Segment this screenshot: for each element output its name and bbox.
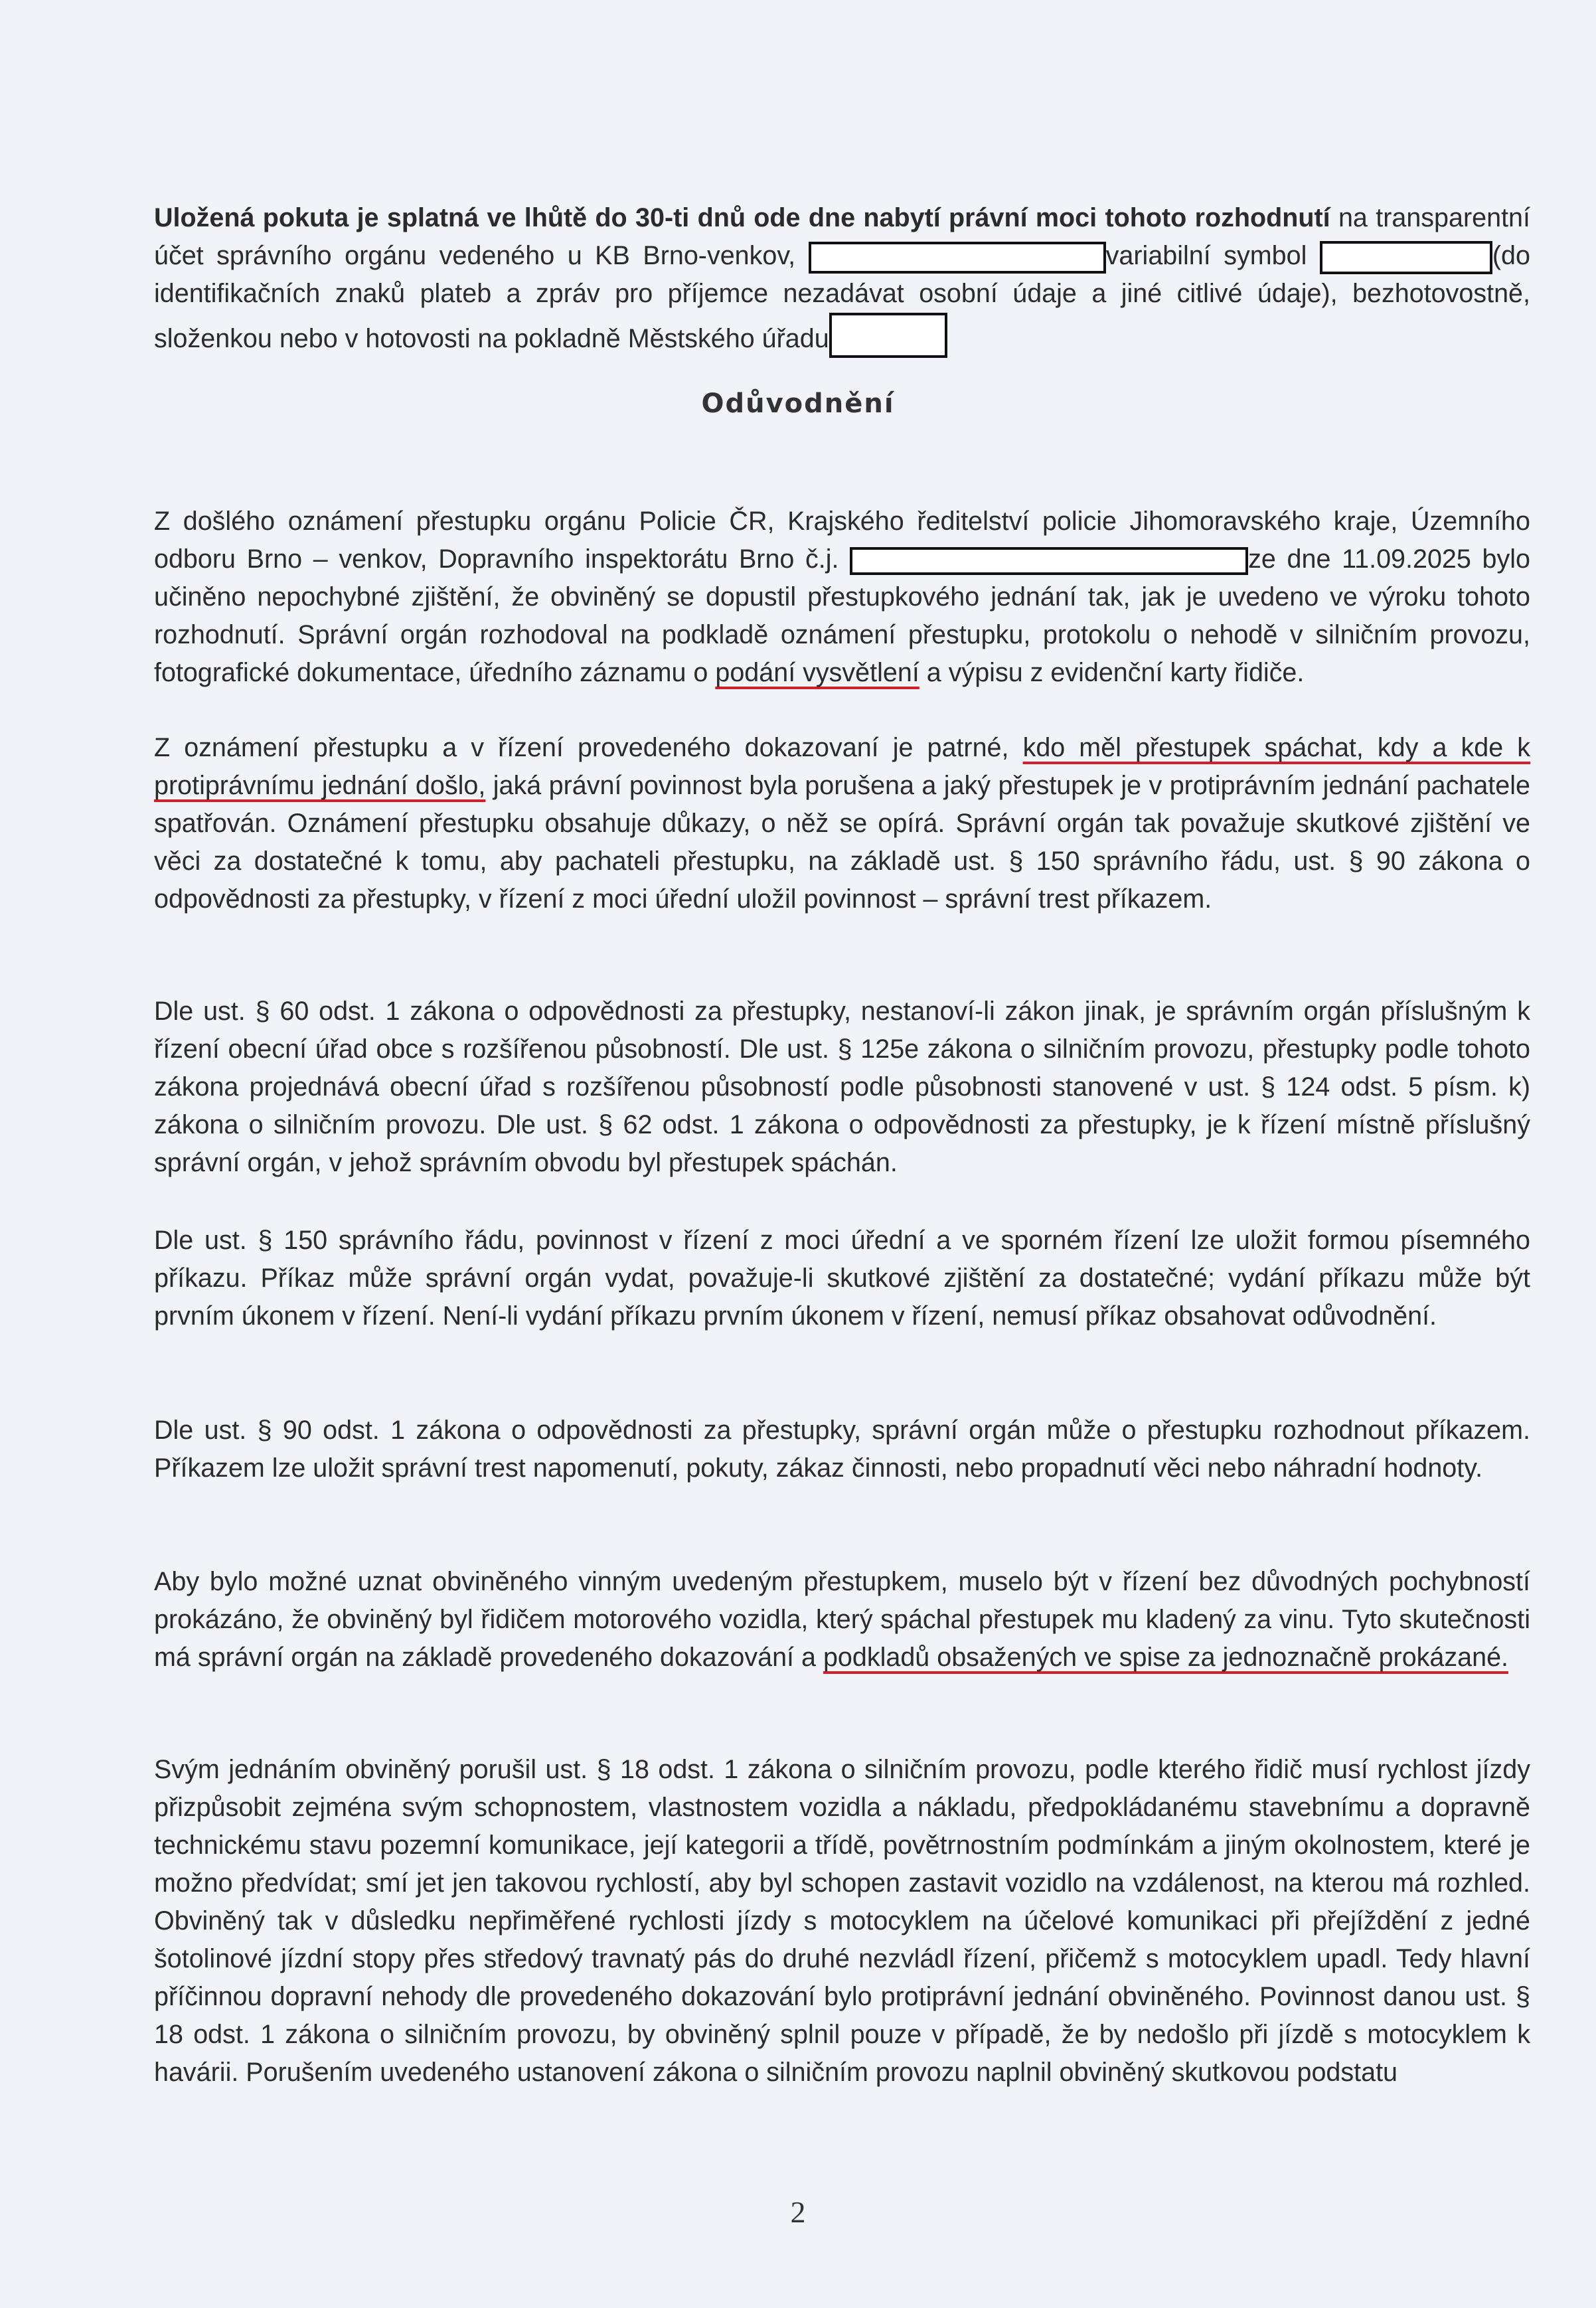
section-heading: Odůvodnění xyxy=(701,388,895,419)
violation-paragraph: Svým jednáním obviněný porušil ust. § 18 odst. 1 zákona o silničním provozu, podle kterého řidič musí rychlost jízdy přizpůsobit zejména svým schopnostem, vlastnostem vozidla a nákladu, předpokládanému stavebnímu a dopravně technickému stavu pozemní komunikace, její kategorii a třídě, povětrnostním podmínkám a jiným okolnostem, které je možno předvídat; smí jet jen takovou rychlostí, aby byl schopen zastavit vozidlo na vzdálenost, na kterou má rozhled. Obviněný tak v důsledku nepřiměřené rychlosti jízdy s motocyklem na účelové komunikaci při přejíždění z jedné šotolinové jízdní stopy přes středový travnatý pás do druhé nezvládl řízení, přičemž s motocyklem upadl. Tedy hlavní příčinnou dopravní nehody dle provedeného dokazování bylo protiprávní jednání obviněného. Povinnost danou ust. § 18 odst. 1 zákona o silničním provozu, by obviněný splnil pouze v případě, že by nedošlo při jízdě s motocyklem k havárii. Porušením uvedeného ustanovení zákona o silničním provozu naplnil obviněný skutkovou podstatu xyxy=(154,1755,1530,2087)
red-underlined-text: podání vysvětlení xyxy=(715,658,919,687)
redacted-account-number xyxy=(809,242,1106,274)
order-procedure-paragraph: Dle ust. § 150 správního řádu, povinnost v řízení z moci úřední a ve sporném řízení lze uložit formou písemného příkazu. Příkaz může správní orgán vydat, považuje-li skutkové zjištění za dostatečné; vydání příkazu může být prvním úkonem v řízení. Není-li vydání příkazu prvním úkonem v řízení, nemusí příkaz obsahovat odůvodnění. xyxy=(154,1226,1530,1331)
text: na transparentní účet správního orgánu vedeného u KB Brno-venkov, xyxy=(154,203,1530,270)
penalty-paragraph: Dle ust. § 90 odst. 1 zákona o odpovědnosti za přestupky, správní orgán může o přestupku rozhodnout příkazem. Příkazem lze uložit správní trest napomenutí, pokuty, zákaz činnosti, nebo propadnutí věci nebo náhradní hodnoty. xyxy=(154,1416,1530,1483)
text: a výpisu z evidenční karty řidiče. xyxy=(919,658,1305,687)
payment-paragraph xyxy=(154,199,1530,358)
red-underlined-text: kdo měl přestupek spáchat, kdy a kde k protiprávnímu jednání došlo, xyxy=(154,733,1530,800)
text: Z došlého oznámení přestupku orgánu Policie ČR, Krajského ředitelství policie Jihomoravského kraje, Územního odboru Brno – venkov, Dopravního inspektorátu Brno č.j. xyxy=(154,507,1530,574)
redacted-variable-symbol xyxy=(1320,241,1492,274)
jurisdiction-paragraph: Dle ust. § 60 odst. 1 zákona o odpovědnosti za přestupky, nestanoví-li zákon jinak, je správním orgán příslušným k řízení obecní úřad obce s rozšířenou působností. Dle ust. § 125e zákona o silničním provozu, přestupky podle tohoto zákona projednává obecní úřad s rozšířenou působností podle působnosti stanovené v ust. § 124 odst. 5 písm. k) zákona o silničním provozu. Dle ust. § 62 odst. 1 zákona o odpovědnosti za přestupky, je k řízení místně příslušný správní orgán, v jehož správním obvodu byl přestupek spáchán. xyxy=(154,997,1530,1177)
proof-paragraph xyxy=(154,1563,1530,1677)
justification-paragraph-1 xyxy=(154,503,1530,692)
page-number: 2 xyxy=(790,2195,806,2229)
text: variabilní symbol xyxy=(1105,241,1320,270)
payment-deadline-bold: Uložená pokuta je splatná ve lhůtě do 30-ti dnů ode dne nabytí právní moci tohoto rozhodnutí xyxy=(154,203,1330,232)
text: Z oznámení přestupku a v řízení provedeného dokazovaní je patrné, xyxy=(154,733,1023,762)
text: Aby bylo možné uznat obviněného vinným uvedeným přestupkem, muselo být v řízení bez důvodných pochybností prokázáno, že obviněný byl řidičem motorového vozidla, který spáchal přestupek mu kladený za vinu. Tyto skutečnosti má správní orgán na základě provedeného dokazování a xyxy=(154,1567,1530,1672)
redacted-reference-number xyxy=(850,547,1248,575)
text: ze dne 11.09.2025 bylo učiněno nepochybné zjištění, že obviněný se dopustil přestupkového jednání tak, jak je uvedeno ve výroku tohoto rozhodnutí. Správní orgán rozhodoval na podkladě oznámení přestupku, protokolu o nehodě v silničním provozu, fotografické dokumentace, úředního záznamu o xyxy=(154,544,1530,687)
red-underlined-text: podkladů obsažených ve spise za jednoznačně prokázané. xyxy=(823,1643,1509,1672)
justification-paragraph-2 xyxy=(154,729,1530,918)
redacted-office-name xyxy=(829,313,947,358)
text: (do identifikačních znaků plateb a zpráv pro příjemce nezadávat osobní údaje a jiné citlivé údaje), bezhotovostně, složenkou nebo v hotovosti na pokladně Městského úřadu xyxy=(154,241,1530,353)
text: jaká právní povinnost byla porušena a jaký přestupek je v protiprávním jednání pachatele spatřován. Oznámení přestupku obsahuje důkazy, o něž se opírá. Správní orgán tak považuje skutkové zjištění ve věci za dostatečné k tomu, aby pachateli přestupku, na základě ust. § 150 správního řádu, ust. § 90 zákona o odpovědnosti za přestupky, v řízení z moci úřední uložil povinnost – správní trest příkazem. xyxy=(154,771,1530,914)
